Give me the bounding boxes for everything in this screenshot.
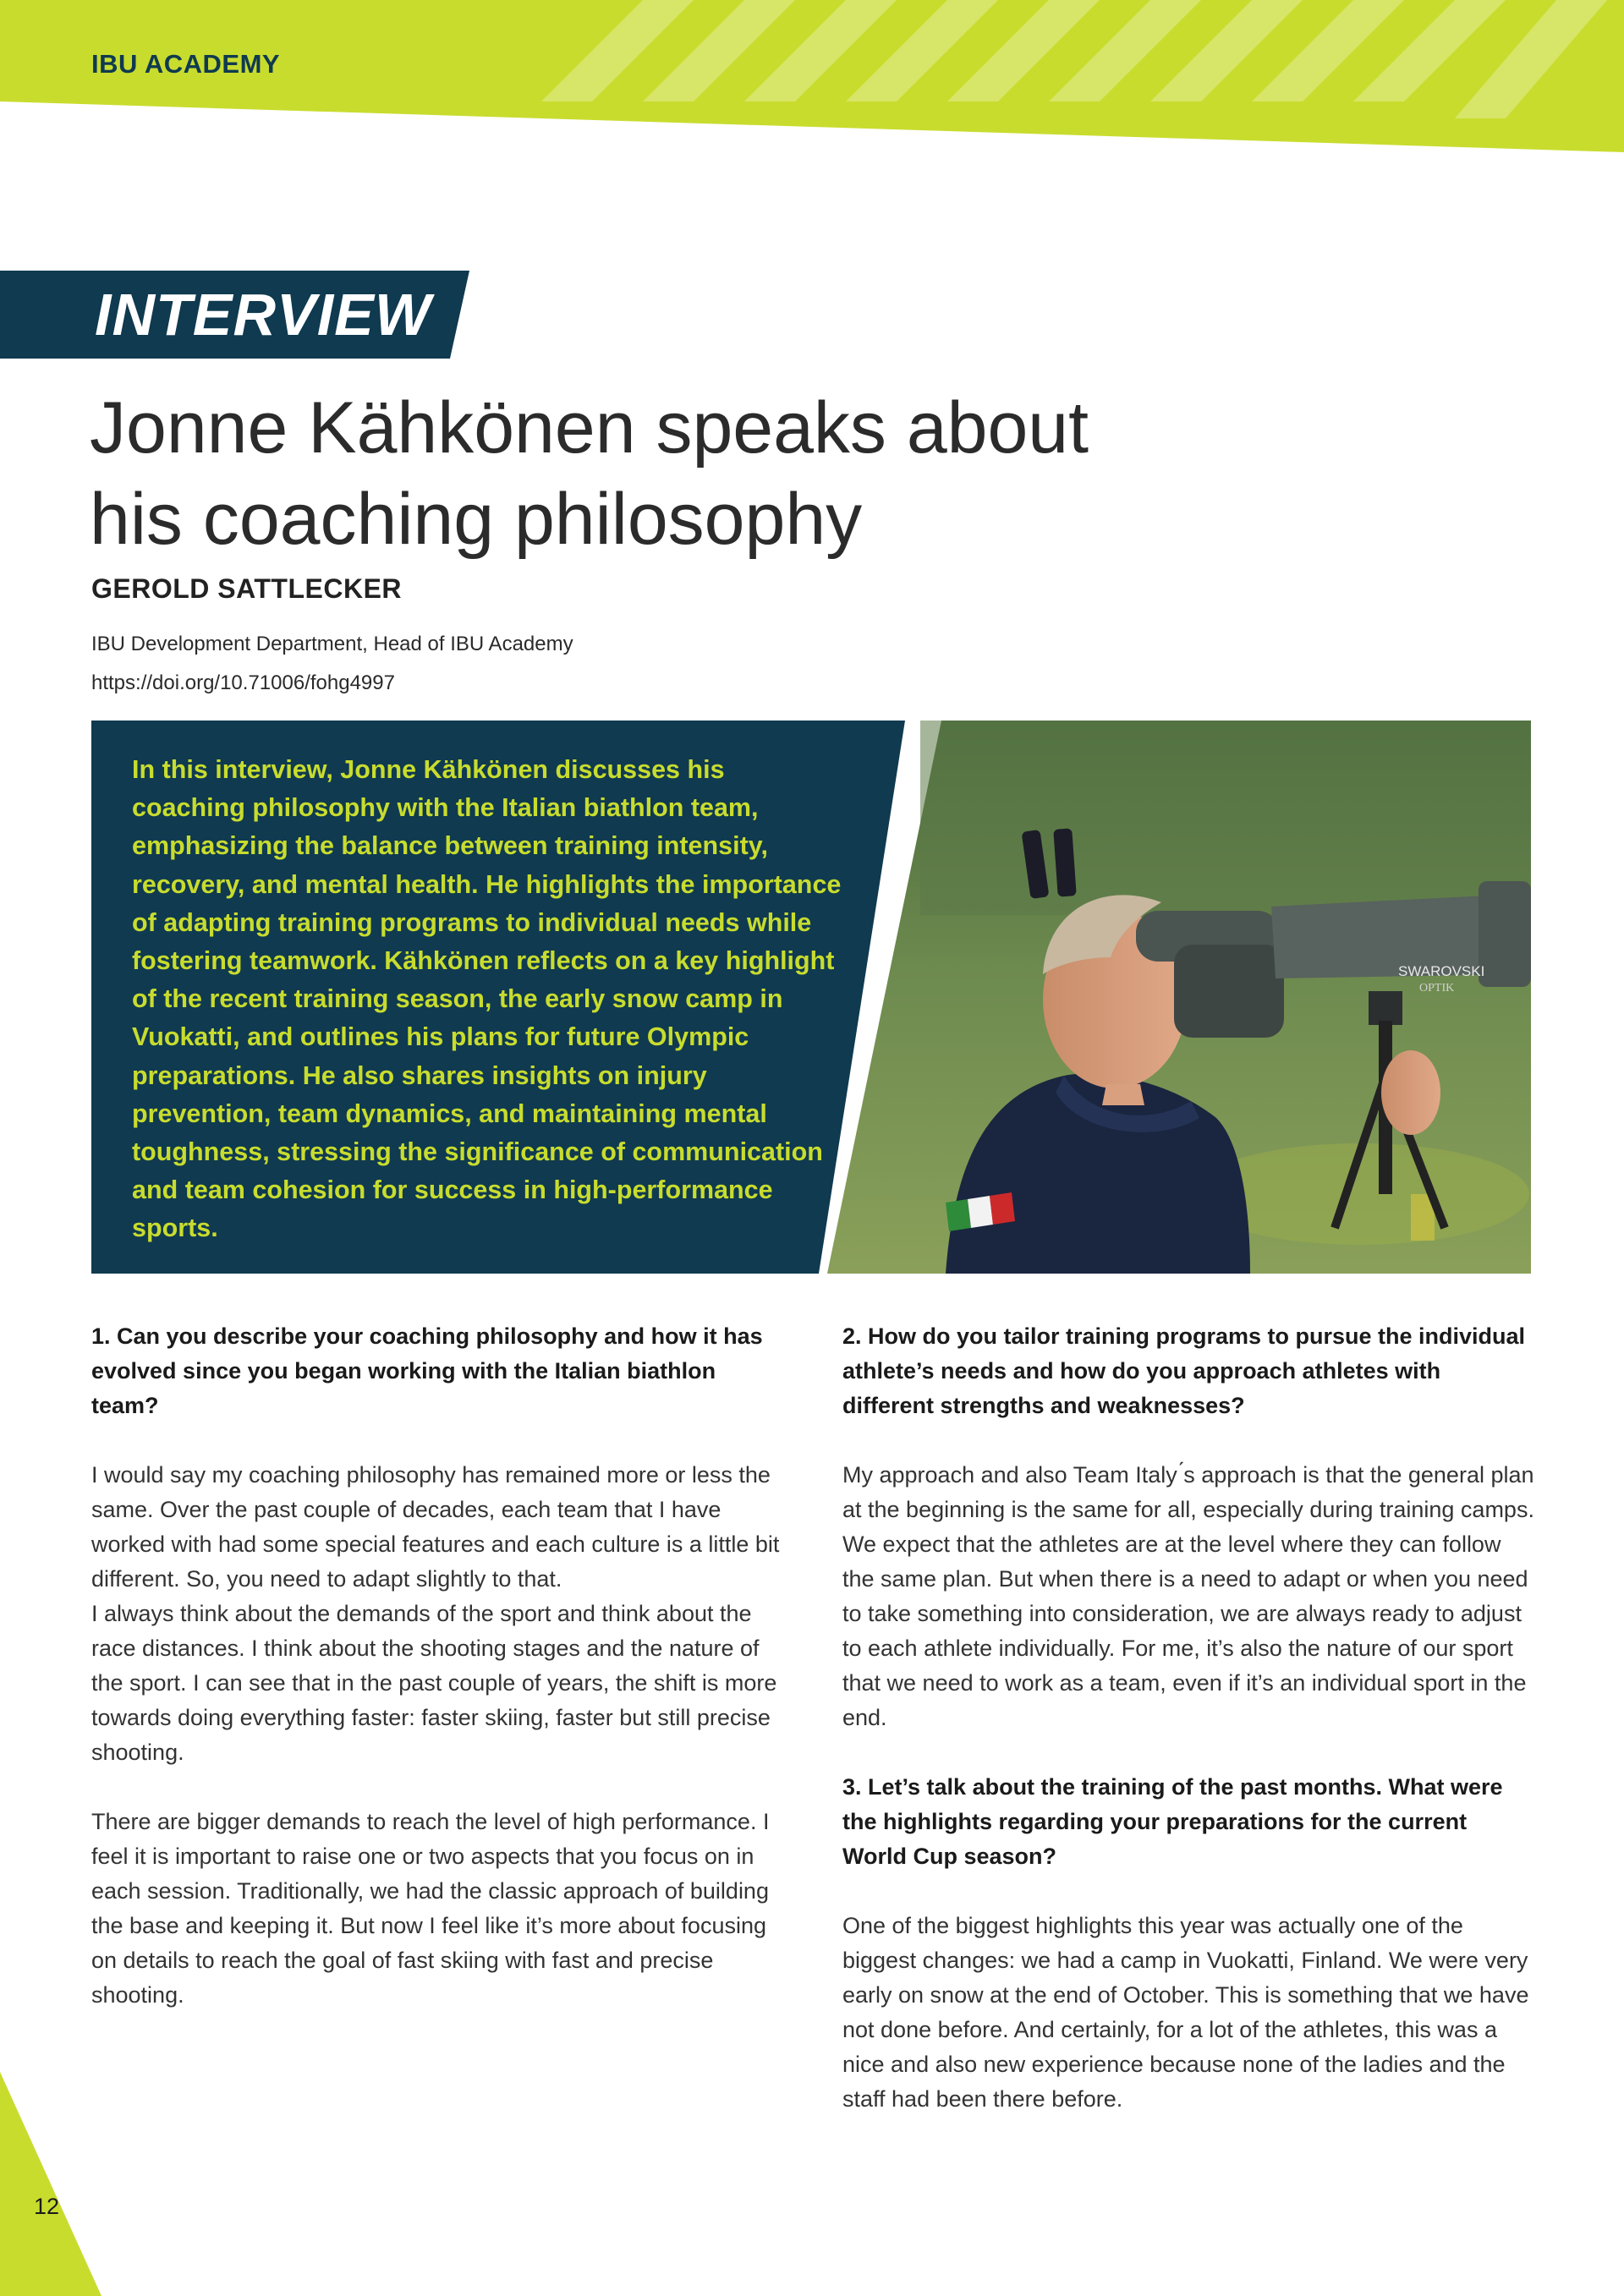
question-2: 2. How do you tailor training programs to pursue the individual athlete’s needs and how do you approach athletes with different strengths and weaknesses? <box>842 1323 1526 1418</box>
author-name: GEROLD SATTLECKER <box>91 573 403 604</box>
scope-brand-label: SWAROVSKI <box>1398 963 1485 979</box>
section-label: INTERVIEW <box>95 282 431 348</box>
answer-1-paragraph-1: I would say my coaching philosophy has remained more or less the same. Over the past couple of decades, each team that I have worked with had some special features and each culture is a little bit different. So, you need to adapt slightly to that. <box>91 1462 780 1592</box>
question-1: 1. Can you describe your coaching philosophy and how it has evolved since you began working with the Italian biathlon team? <box>91 1323 763 1418</box>
corner-accent <box>0 2072 110 2296</box>
abstract-text: In this interview, Jonne Kähkönen discusses his coaching philosophy with the Italian biathlon team, emphasizing the balance between training intensity, recovery, and mental health. He highlights the importance of adapting training programs to individual needs while fostering teamwork. Kähkönen reflects on a key highlight of the recent training season, the early snow camp in Vuokatti, and outlines his plans for future Olympic preparations. He also shares insights on injury prevention, team dynamics, and maintaining mental toughness, stressing the significance of communication and team cohesion for success in high-performance sports. <box>132 755 842 1243</box>
answer-3: One of the biggest highlights this year was actually one of the biggest changes: we had a camp in Vuokatti, Finland. We were very early on snow at the end of October. This is something that we have not done before. And certainly, for a lot of the athletes, this was a nice and also new experience because none of the ladies and the staff had been there before. <box>842 1913 1529 2112</box>
academy-label: IBU ACADEMY <box>91 49 281 79</box>
left-column <box>91 1319 785 2013</box>
question-3: 3. Let’s talk about the training of the past months. What were the highlights regarding your preparations for the current World Cup season? <box>842 1774 1503 1869</box>
answer-1-paragraph-2: I always think about the demands of the sport and think about the race distances. I think about the shooting stages and the nature of the sport. I can see that in the past couple of years, the shift is more towards doing everything faster: faster skiing, faster but still precise shooting. <box>91 1601 777 1765</box>
article-title <box>90 382 1274 565</box>
answer-2: My approach and also Team Italy ́s approach is that the general plan at the beginning is the same for all, especially during training camps. We expect that the athletes are at the level where they can follow the same plan. But when there is a need to adapt or when you need to take something into consideration, we are always ready to adjust to each athlete individually. For me, it’s also the nature of our sport that we need to work as a team, even if it’s an individual sport in the end. <box>842 1462 1534 1730</box>
answer-1-paragraph-3: There are bigger demands to reach the level of high performance. I feel it is important to raise one or two aspects that you focus on in each session. Traditionally, we had the classic approach of building the base and keeping it. But now I feel like it’s more about focusing on details to reach the goal of fast skiing with fast and precise shooting. <box>91 1809 770 2008</box>
title-line-1: Jonne Kähkönen speaks about <box>90 387 1089 469</box>
author-affiliation: IBU Development Department, Head of IBU Academy <box>91 633 573 655</box>
title-line-2: his coaching philosophy <box>90 479 863 560</box>
doi-link[interactable]: https://doi.org/10.71006/fohg4997 <box>91 671 395 694</box>
right-column <box>842 1319 1536 2117</box>
scope-model-label: OPTIK <box>1419 982 1455 995</box>
page-number: 12 <box>34 2194 60 2219</box>
